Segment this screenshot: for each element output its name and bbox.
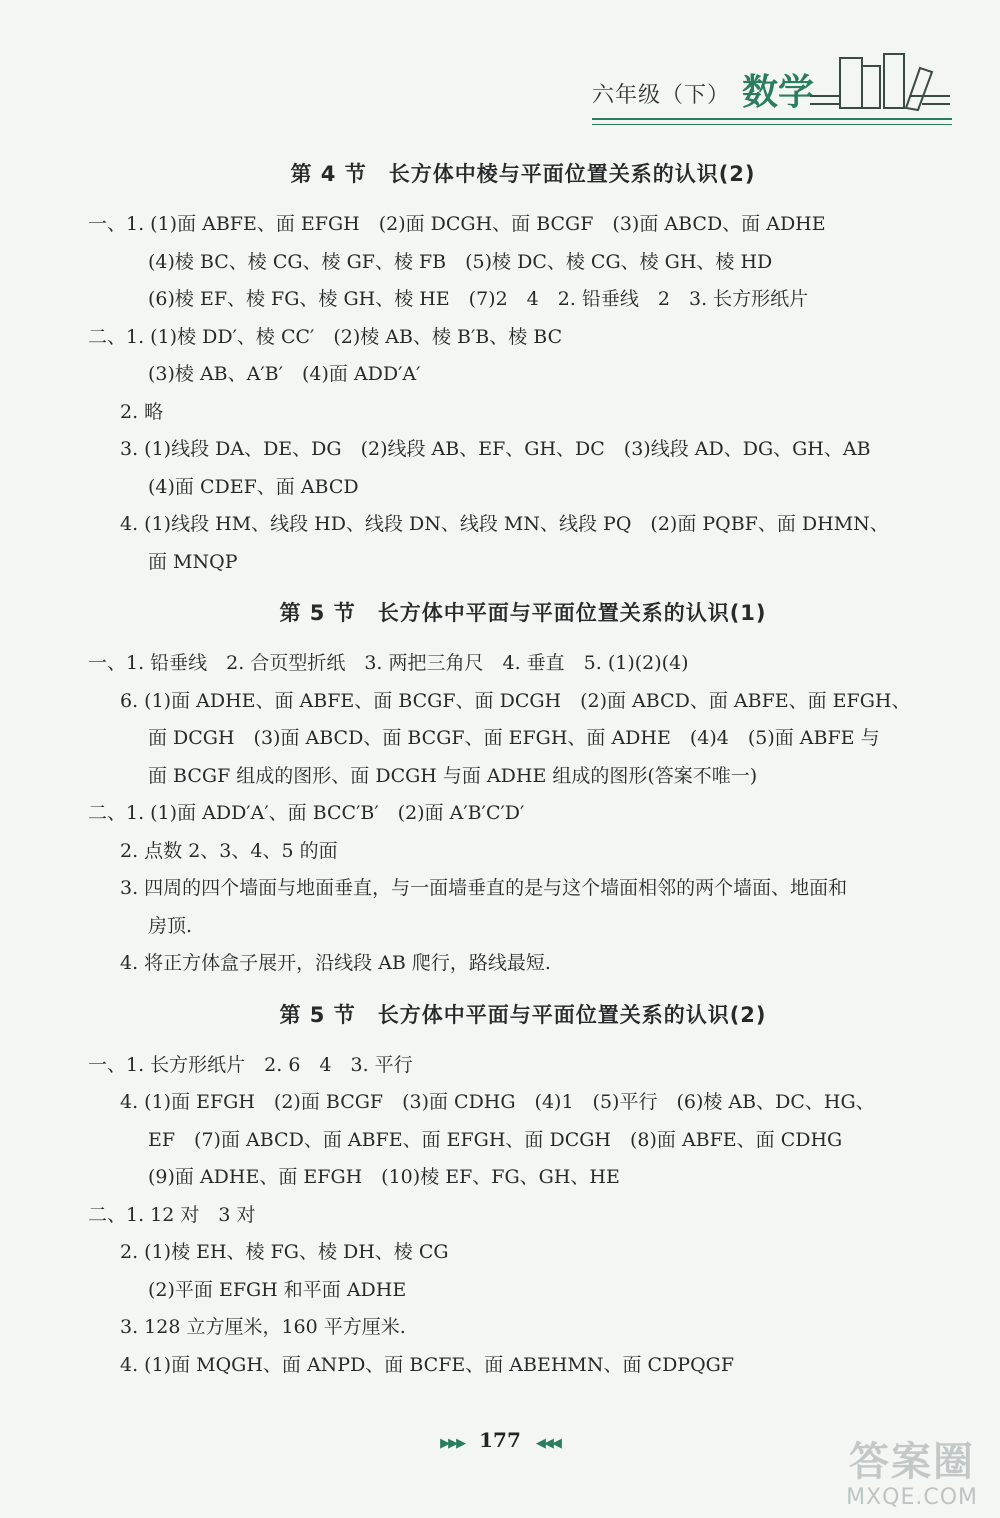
- answer-line: 房顶.: [148, 914, 193, 937]
- answer-line: (3)棱 AB、A′B′ (4)面 ADD′A′: [148, 363, 421, 385]
- answer-line: 二、1. 12 对 3 对: [88, 1203, 256, 1226]
- answer-line: 6. (1)面 ADHE、面 ABFE、面 BCGF、面 DCGH (2)面 ABCD、面 ABFE、面 EFGH、: [120, 689, 911, 712]
- header-rule-thin: [592, 124, 952, 125]
- answer-line: (4)棱 BC、棱 CG、棱 GF、棱 FB (5)棱 DC、棱 CG、棱 GH、棱 HD: [148, 250, 773, 273]
- answer-content: [88, 150, 958, 1384]
- answer-line: 4. (1)面 EFGH (2)面 BCGF (3)面 CDHG (4)1 (5)平行 (6)棱 AB、DC、HG、: [120, 1091, 875, 1113]
- answer-line: (2)平面 EFGH 和平面 ADHE: [148, 1278, 407, 1301]
- watermark-text: 答案圈: [849, 1439, 976, 1485]
- books-icon: [810, 48, 950, 116]
- header-rule: [592, 118, 952, 120]
- page-header: [592, 44, 952, 124]
- answer-line: (6)棱 EF、棱 FG、棱 GH、棱 HE (7)2 4 2. 铅垂线 2 3. 长方形纸片: [148, 288, 809, 310]
- answer-line: 3. 128 立方厘米，160 平方厘米.: [120, 1316, 406, 1338]
- answer-line: 二、1. (1)棱 DD′、棱 CC′ (2)棱 AB、棱 B′B、棱 BC: [88, 325, 563, 348]
- grade-label: 六年级（下）: [592, 83, 731, 108]
- section-title: 第 4 节 长方体中棱与平面位置关系的认识(2): [290, 162, 756, 186]
- answer-line: 4. 将正方体盒子展开，沿线段 AB 爬行，路线最短.: [120, 952, 551, 974]
- answer-line: (9)面 ADHE、面 EFGH (10)棱 EF、FG、GH、HE: [148, 1166, 620, 1188]
- answer-line: 面 MNQP: [148, 550, 238, 573]
- subject-title: 数学: [742, 72, 815, 113]
- arrow-left-icon: ◀◀◀: [535, 1436, 560, 1451]
- answer-line: 一、1. 长方形纸片 2. 6 4 3. 平行: [88, 1053, 413, 1076]
- watermark-url: MXQE.COM: [846, 1485, 978, 1510]
- page-number: 177: [479, 1428, 521, 1452]
- answer-line: EF (7)面 ABCD、面 ABFE、面 EFGH、面 DCGH (8)面 ABFE、面 CDHG: [148, 1128, 843, 1151]
- answer-line: 2. 点数 2、3、4、5 的面: [120, 839, 338, 862]
- arrow-right-icon: ▶▶▶: [440, 1436, 465, 1451]
- answer-line: 3. (1)线段 DA、DE、DG (2)线段 AB、EF、GH、DC (3)线段 AD、DG、GH、AB: [120, 438, 871, 460]
- answer-line: 2. 略: [120, 400, 164, 423]
- answer-line: 面 BCGF 组成的图形、面 DCGH 与面 ADHE 组成的图形(答案不唯一): [148, 764, 758, 787]
- answer-line: 3. 四周的四个墙面与地面垂直，与一面墙垂直的是与这个墙面相邻的两个墙面、地面和: [120, 877, 848, 899]
- answer-line: 二、1. (1)面 ADD′A′、面 BCC′B′ (2)面 A′B′C′D′: [88, 802, 525, 824]
- section-title: 第 5 节 长方体中平面与平面位置关系的认识(1): [279, 601, 767, 625]
- section-title: 第 5 节 长方体中平面与平面位置关系的认识(2): [279, 1002, 767, 1027]
- answer-line: 一、1. 铅垂线 2. 合页型折纸 3. 两把三角尺 4. 垂直 5. (1)(2)(4): [88, 652, 689, 674]
- watermark: [846, 1430, 978, 1510]
- answer-line: 4. (1)线段 HM、线段 HD、线段 DN、线段 MN、线段 PQ (2)面 PQBF、面 DHMN、: [120, 513, 889, 535]
- answer-line: 2. (1)棱 EH、棱 FG、棱 DH、棱 CG: [120, 1241, 449, 1263]
- answer-line: 4. (1)面 MQGH、面 ANPD、面 BCFE、面 ABEHMN、面 CDPQGF: [120, 1353, 735, 1376]
- answer-line: 一、1. (1)面 ABFE、面 EFGH (2)面 DCGH、面 BCGF (3)面 ABCD、面 ADHE: [88, 213, 826, 235]
- answer-line: 面 DCGH (3)面 ABCD、面 BCGF、面 EFGH、面 ADHE (4)4 (5)面 ABFE 与: [148, 727, 880, 749]
- answer-line: (4)面 CDEF、面 ABCD: [148, 475, 359, 498]
